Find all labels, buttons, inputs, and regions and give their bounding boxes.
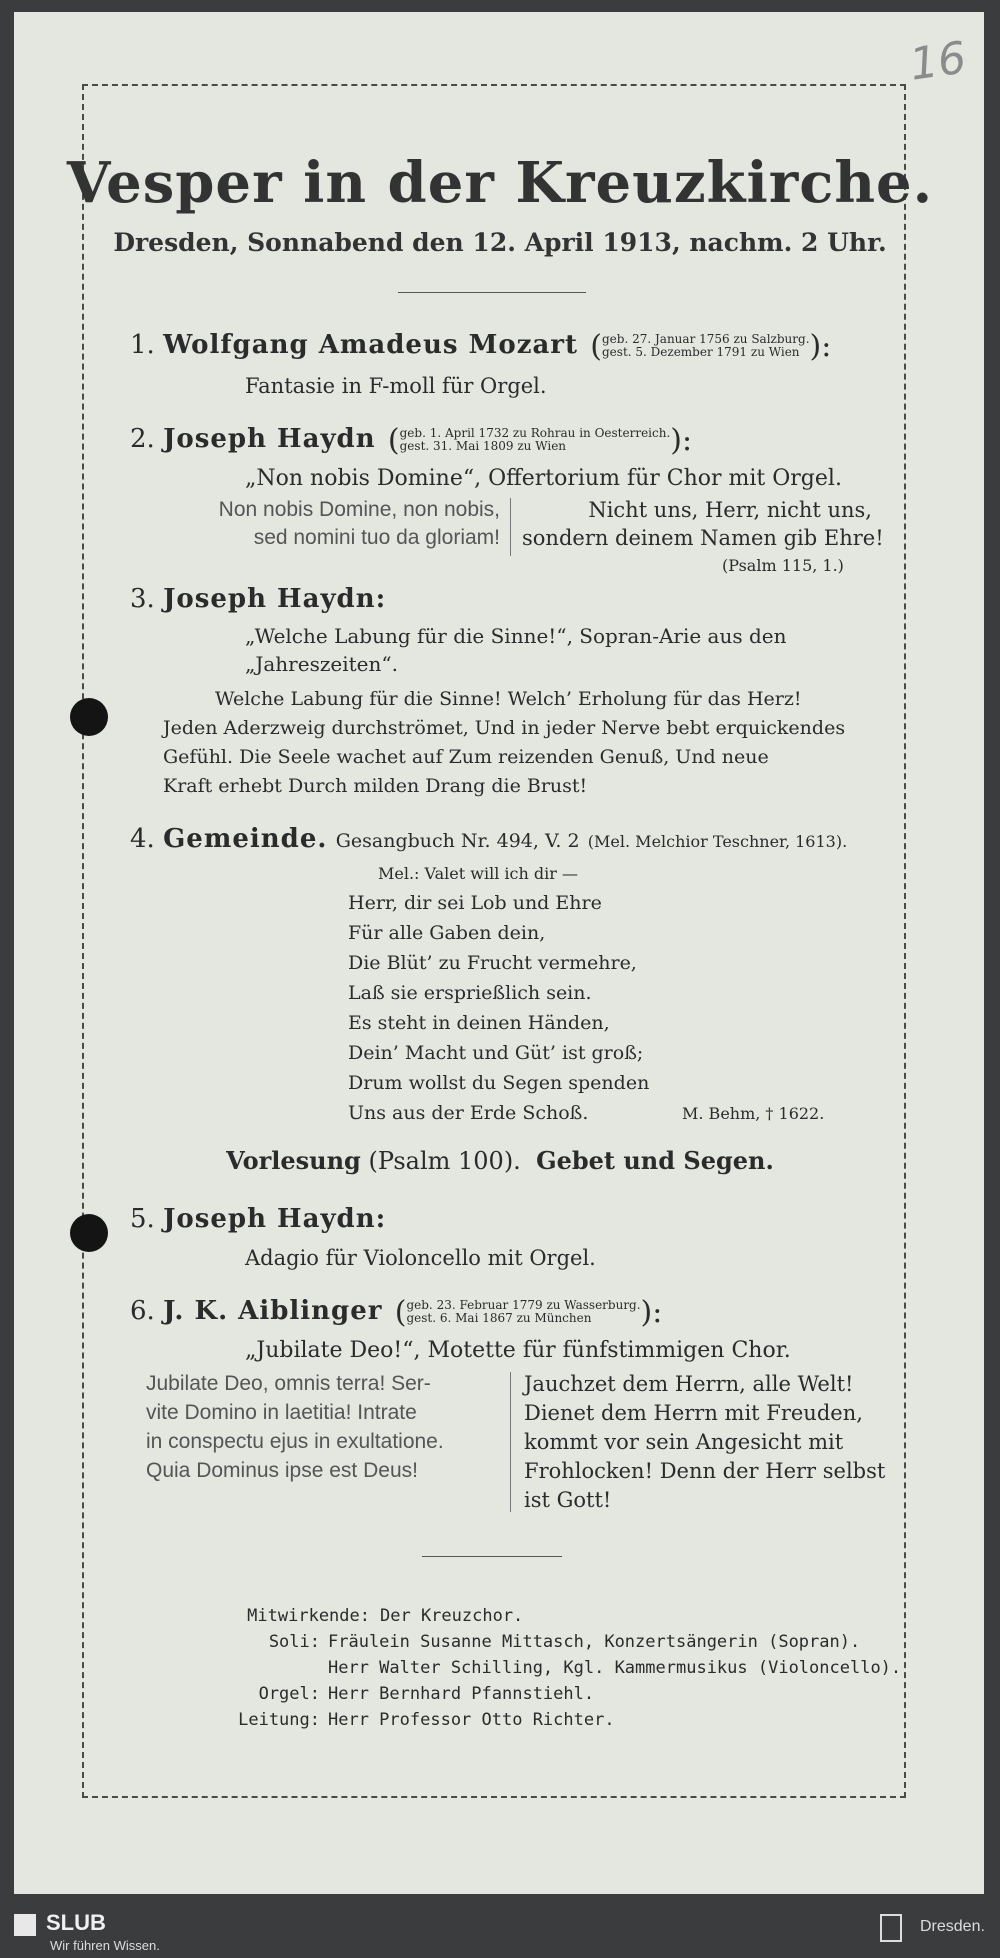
footer-bar — [0, 1904, 1000, 1958]
divider-ornament — [398, 292, 586, 293]
credit-value: Herr Walter Schilling, Kgl. Kammermusikus (Violoncello). — [328, 1658, 902, 1678]
latin-line: Quia Dominus ipse est Deus! — [146, 1459, 418, 1482]
program-item-1: 1. Wolfgang Amadeus Mozart (geb. 27. Januar 1756 zu Salzburg. gest. 5. Dezember 1791 zu Wien ): — [130, 328, 832, 364]
program-item-4: 4. Gemeinde. Gesangbuch Nr. 494, V. 2 (Mel. Melchior Teschner, 1613). — [130, 824, 848, 854]
german-line: Jauchzet dem Herrn, alle Welt! — [524, 1372, 854, 1396]
latin-line: in conspectu ejus in exultatione. — [146, 1430, 444, 1453]
composer-name: J. K. Aiblinger — [163, 1296, 383, 1326]
verse-line: Es steht in deinen Händen, — [348, 1012, 610, 1034]
german-line: Dienet dem Herrn mit Freuden, — [524, 1401, 863, 1425]
credit-label: Leitung: — [238, 1710, 320, 1730]
verse-line: Herr, dir sei Lob und Ehre — [348, 892, 602, 914]
page-title: Vesper in der Kreuzkirche. — [66, 150, 934, 216]
footer-logo: SLUB — [46, 1910, 106, 1935]
latin-line: vite Domino in laetitia! Intrate — [146, 1401, 417, 1424]
verse-line: Die Blüt’ zu Frucht vermehre, — [348, 952, 637, 974]
aria-text: Jeden Aderzweig durchströmet, Und in jeder Nerve bebt erquickendes — [163, 717, 846, 739]
latin-line: sed nomini tuo da gloriam! — [253, 526, 500, 549]
verse-line: Dein’ Macht und Güt’ ist groß; — [348, 1042, 644, 1064]
credit-value: Fräulein Susanne Mittasch, Konzertsängerin (Sopran). — [328, 1632, 861, 1652]
verse-line: Drum wollst du Segen spenden — [348, 1072, 650, 1094]
column-divider — [510, 1372, 511, 1512]
credit-value: Der Kreuzchor. — [380, 1606, 524, 1626]
aria-text: Kraft erhebt Durch milden Drang die Brust! — [163, 775, 588, 797]
divider-ornament — [422, 1556, 562, 1557]
composer-name: Gemeinde. — [163, 824, 328, 854]
aria-text: Welche Labung für die Sinne! Welch’ Erholung für das Herz! — [215, 688, 802, 710]
page-number: 16 — [906, 32, 970, 91]
german-line: kommt vor sein Angesicht mit — [524, 1430, 844, 1454]
work-title: Fantasie in F-moll für Orgel. — [245, 374, 547, 398]
program-item-6: 6. J. K. Aiblinger (geb. 23. Februar 1779 zu Wasserburg. gest. 6. Mai 1867 zu München ): — [130, 1294, 663, 1330]
credit-value: Herr Professor Otto Richter. — [328, 1710, 615, 1730]
work-title: „Jubilate Deo!“, Motette für fünfstimmigen Chor. — [245, 1338, 791, 1363]
german-line: ist Gott! — [524, 1488, 612, 1512]
work-title: „Non nobis Domine“, Offertorium für Chor mit Orgel. — [245, 466, 842, 491]
composer-name: Wolfgang Amadeus Mozart — [163, 330, 579, 360]
credit-label: Mitwirkende: — [247, 1606, 370, 1626]
work-title-cont: „Jahreszeiten“. — [245, 652, 398, 676]
verse-line: Uns aus der Erde Schoß. — [348, 1102, 589, 1124]
slub-logo-icon — [14, 1914, 36, 1936]
composer-name: Joseph Haydn: — [163, 1204, 387, 1234]
column-divider — [510, 498, 511, 556]
city-crest-icon — [880, 1914, 902, 1942]
hymn-author: M. Behm, † 1622. — [682, 1104, 825, 1123]
work-title: „Welche Labung für die Sinne!“, Sopran-Arie aus den — [245, 624, 787, 648]
latin-line: Jubilate Deo, omnis terra! Ser- — [146, 1372, 431, 1395]
latin-line: Non nobis Domine, non nobis, — [218, 498, 500, 521]
credit-label: Orgel: — [258, 1684, 320, 1704]
verse-line: Laß sie ersprießlich sein. — [348, 982, 592, 1004]
footer-partner: Dresden. — [920, 1918, 985, 1935]
verse-line: Für alle Gaben dein, — [348, 922, 546, 944]
credit-value: Herr Bernhard Pfannstiehl. — [328, 1684, 595, 1704]
scripture-reference: (Psalm 115, 1.) — [722, 556, 844, 575]
program-item-3: 3. Joseph Haydn: — [130, 584, 387, 614]
german-line: Nicht uns, Herr, nicht uns, — [588, 498, 872, 522]
aria-text: Gefühl. Die Seele wachet auf Zum reizenden Genuß, Und neue — [163, 746, 769, 768]
german-line: Frohlocken! Denn der Herr selbst — [524, 1459, 886, 1483]
reading-line: Vorlesung (Psalm 100). Gebet und Segen. — [226, 1146, 774, 1175]
page-subtitle: Dresden, Sonnabend den 12. April 1913, nachm. 2 Uhr. — [113, 228, 887, 257]
melody-note: Mel.: Valet will ich dir — — [378, 864, 578, 883]
composer-name: Joseph Haydn — [163, 424, 376, 454]
work-title: Adagio für Violoncello mit Orgel. — [245, 1246, 596, 1270]
punch-hole — [70, 698, 108, 736]
program-item-5: 5. Joseph Haydn: — [130, 1204, 387, 1234]
program-item-2: 2. Joseph Haydn (geb. 1. April 1732 zu Rohrau in Oesterreich. gest. 31. Mai 1809 zu Wien ): — [130, 422, 693, 458]
punch-hole — [70, 1214, 108, 1252]
footer-tagline: Wir führen Wissen. — [50, 1938, 160, 1953]
composer-name: Joseph Haydn: — [163, 584, 387, 614]
credit-label: Soli: — [268, 1632, 320, 1652]
german-line: sondern deinem Namen gib Ehre! — [522, 526, 884, 550]
